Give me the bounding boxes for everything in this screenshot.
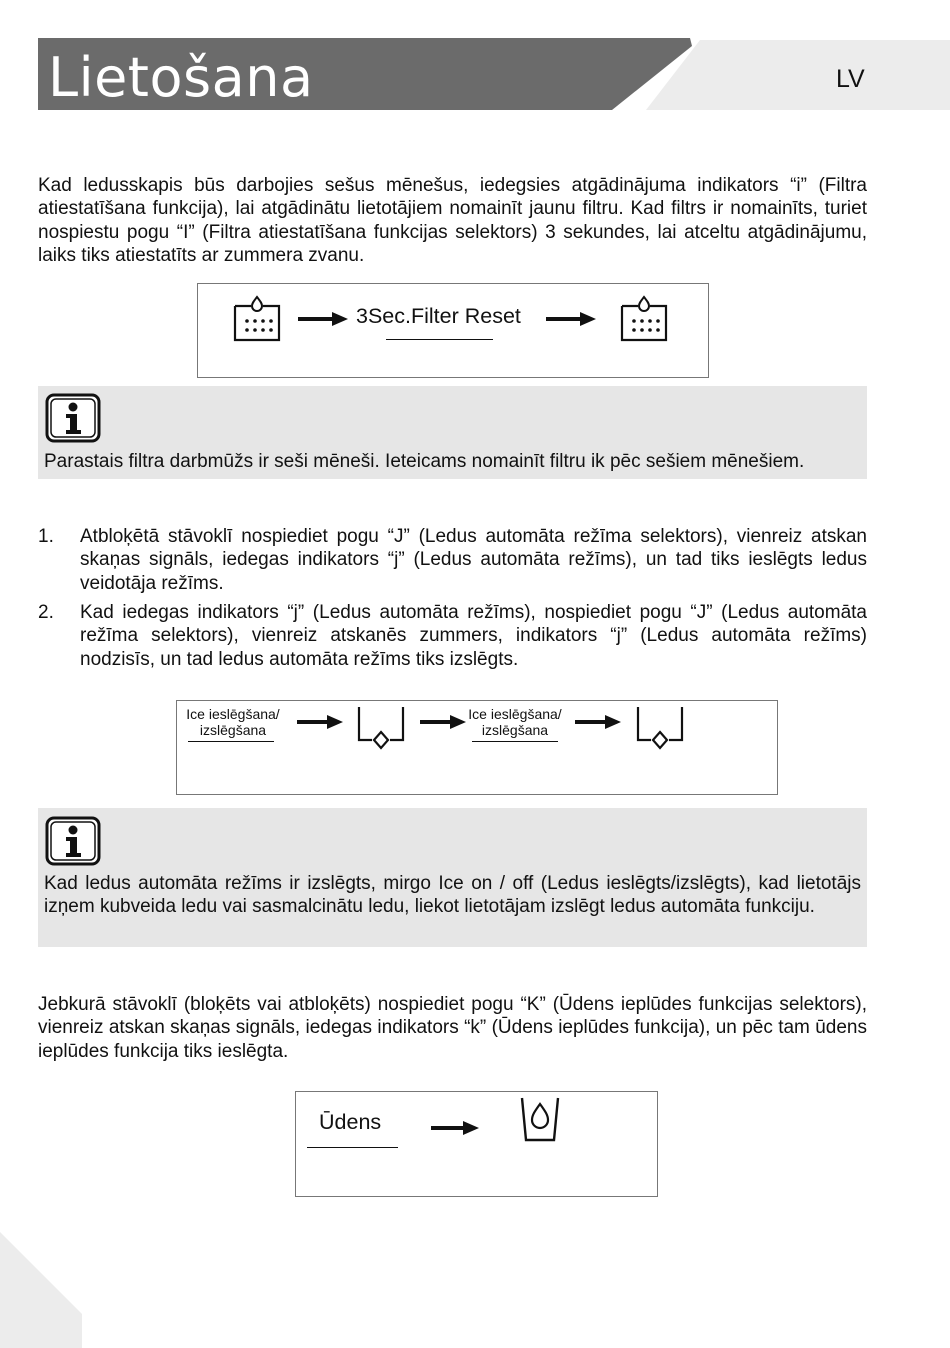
ice-cup-icon [356,704,406,750]
filter-reset-label: 3Sec.Filter Reset [356,304,521,328]
info-note-text: Kad ledus automāta režīms ir izslēgts, mirgo Ice on / off (Ledus ieslēgts/izslēgts), kad lietotājs izņem kubveida ledu vai sasmalcinātu ledu, liekot lietotājam izslēgt ledus automāta funkciju. [44,873,861,917]
header-tab [646,40,950,110]
ice-label-line2: izslēgšana [481,722,549,738]
label-underline [386,339,493,340]
list-number: 1. [38,526,54,547]
list-item-text: Kad iedegas indikators “j” (Ledus automāta režīms), nospiediet pogu “J” (Ledus automāta režīma selektors), vienreiz atskanēs zummers, indikators “j” (Ledus automāta režīms) nodzisīs, un tad ledus automāta režīms tiks izslēgts. [80,602,867,670]
filter-icon [231,294,283,344]
ice-label-line1: Ice ieslēgšana/ [468,706,562,722]
page-title: Lietošana [48,46,314,109]
filter-icon [618,294,670,344]
arrow-right-icon [420,715,466,729]
water-label: Ūdens [319,1110,382,1134]
water-diagram [295,1091,658,1197]
label-underline [472,741,558,742]
arrow-right-icon [298,312,348,326]
info-note-text: Parastais filtra darbmūžs ir seši mēneši. Ieteicams nomainīt filtru ik pēc sešiem mēnešiem. [44,451,805,472]
info-note-filter [38,386,867,479]
water-glass-icon [518,1096,562,1144]
language-code: LV [836,65,865,93]
arrow-right-icon [297,715,343,729]
ice-cup-icon [635,704,685,750]
page-corner-decoration [0,1232,86,1348]
arrow-right-icon [575,715,621,729]
label-underline [188,741,274,742]
info-note-ice [38,808,867,947]
info-icon [45,393,101,443]
info-icon [45,816,101,866]
water-inlet-paragraph: Jebkurā stāvoklī (bloķēts vai atbloķēts) nospiediet pogu “K” (Ūdens ieplūdes funkcijas selektors), vienreiz atskan skaņas signāls, iedegas indikators “k” (Ūdens ieplūdes funkcija), un pēc tam ūdens ieplūdes funkcija tiks ieslēgta. [38,994,867,1062]
filter-reset-paragraph: Kad ledusskapis būs darbojies sešus mēnešus, iedegsies atgādinājuma indikators “i” (Filtra atiestatīšana funkcija), lai atgādinātu lietotājiem nomainīt jaunu filtru. Kad filtrs ir nomainīts, turiet nospiestu pogu “I” (Filtra atiestatīšana funkcijas selektors) 3 sekundes, lai atceltu atgādinājumu, laiks tiks atiestatīts ar zummera zvanu. [38,175,867,266]
label-underline [307,1147,398,1148]
arrow-right-icon [546,312,596,326]
ice-label-line1: Ice ieslēgšana/ [186,706,280,722]
arrow-right-icon [431,1121,479,1135]
ice-label-line2: izslēgšana [199,722,267,738]
list-number: 2. [38,602,54,623]
list-item-text: Atbloķētā stāvoklī nospiediet pogu “J” (Ledus automāta režīma selektors), vienreiz atskan skaņas signāls, iedegas indikators “j” (Ledus automāta režīms), un tad tiks ieslēgts ledus veidotāja režīms. [80,526,867,594]
